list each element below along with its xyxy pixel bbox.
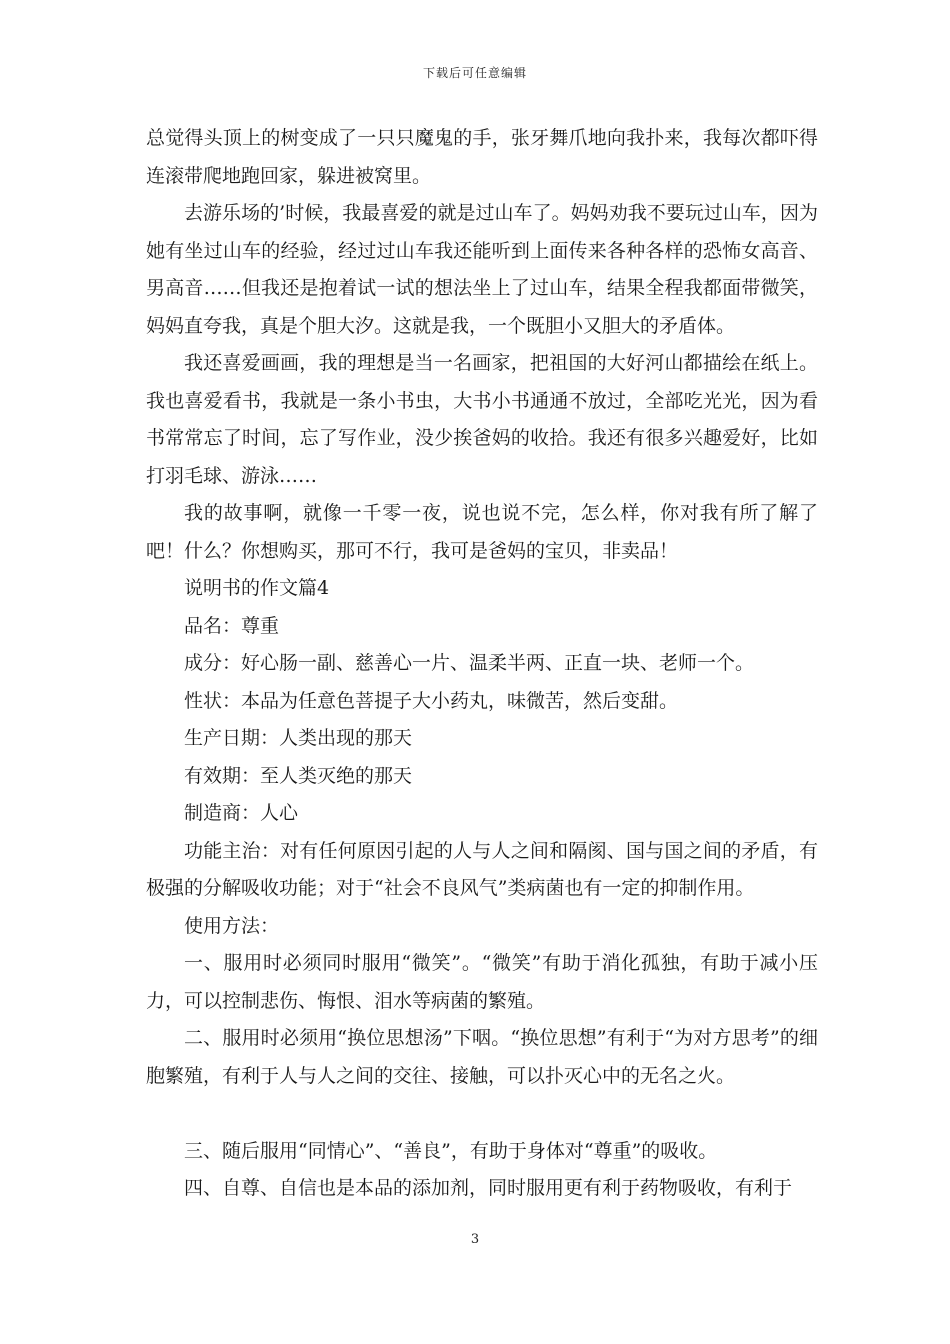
paragraph: 去游乐场的’时候，我最喜爱的就是过山车了。妈妈劝我不要玩过山车，因为她有坐过山车的经验，经过过山车我还能听到上面传来各种各样的恐怖女高音、男高音……但我还是抱着试一试的想法坐上了过山车，结果全程我都面带微笑，妈妈直夸我，真是个胆大汐。这就是我，一个既胆小又胆大的矛盾体。 [146, 202, 818, 337]
paragraph: 三、随后服用“同情心”、“善良”，有助于身体对“尊重”的吸收。 [184, 1139, 718, 1162]
paragraph: 性状：本品为任意色菩提子大小药丸，味微苦，然后变甜。 [184, 689, 679, 712]
paragraph: 成分：好心肠一副、慈善心一片、温柔半两、正直一块、老师一个。 [184, 652, 755, 674]
paragraph: 制造商：人心 [184, 802, 299, 824]
page-number: 3 [470, 1232, 480, 1247]
paragraph: 我还喜爱画画，我的理想是当一名画家，把祖国的大好河山都描绘在纸上。我也喜爱看书，我就是一条小书虫，大书小书通通不放过，全部吃光光，因为看书常常忘了时间，忘了写作业，没少挨爸妈的收拾。我还有很多兴趣爱好，比如打羽毛球、游泳…… [146, 352, 818, 487]
paragraph: 四、自尊、自信也是本品的添加剂，同时服用更有利于药物吸收，有利于 [184, 1177, 793, 1199]
paragraph: 我的故事啊，就像一千零一夜，说也说不完，怎么样，你对我有所了解了吧！什么？你想购买，那可不行，我可是爸妈的宝贝，非卖品！ [146, 502, 818, 562]
paragraph: 功能主治：对有任何原因引起的人与人之间和隔阂、国与国之间的矛盾，有极强的分解吸收功能；对于“社会不良风气”类病菌也有一定的抑制作用。 [146, 839, 818, 899]
document-body [146, 120, 818, 1208]
paragraph: 二、服用时必须用“换位思想汤”下咽。“换位思想”有利于“为对方思考”的细胞繁殖，有利于人与人之间的交往、接触，可以扑灭心中的无名之火。 [146, 1027, 818, 1087]
page-header: 下载后可任意编辑 [422, 66, 527, 80]
paragraph: 使用方法： [184, 914, 280, 937]
paragraph: 一、服用时必须同时服用“微笑”。“微笑”有助于消化孤独，有助于减小压力，可以控制悲伤、悔恨、泪水等病菌的繁殖。 [146, 952, 818, 1012]
paragraph: 总觉得头顶上的树变成了一只只魔鬼的手，张牙舞爪地向我扑来，我每次都吓得连滚带爬地跑回家，躲进被窝里。 [146, 127, 818, 187]
blank-line [146, 1095, 818, 1133]
paragraph: 生产日期：人类出现的那天 [184, 727, 413, 749]
paragraph: 有效期：至人类灭绝的那天 [184, 764, 413, 787]
section-title: 说明书的作文篇4 [184, 577, 330, 599]
paragraph: 品名：尊重 [184, 614, 280, 637]
